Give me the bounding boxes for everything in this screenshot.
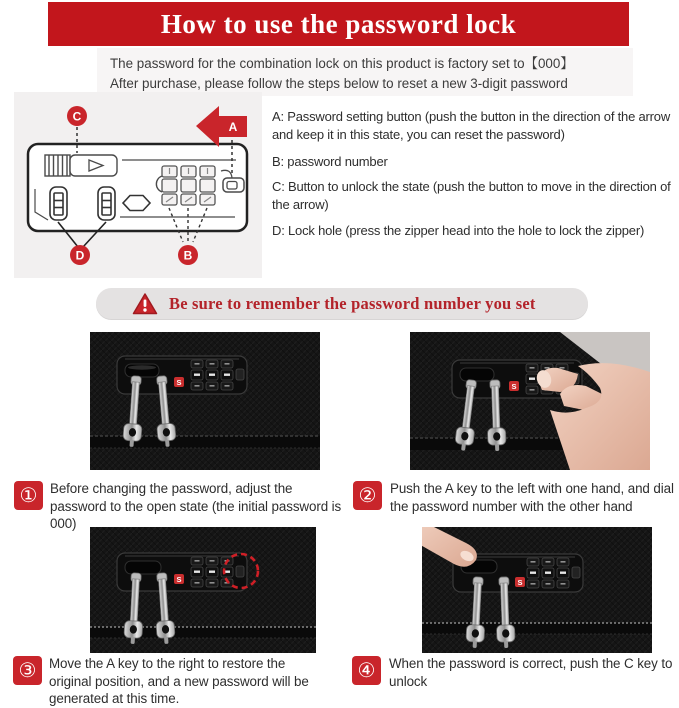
legend-item-a: A: Password setting button (push the button in the direction of the arrow and keep it in this state, you can reset the password): [272, 109, 671, 142]
photo-step-3: [90, 527, 316, 653]
photo-step-1: [90, 332, 320, 470]
step-4-badge: [352, 656, 381, 685]
warning-text: Be sure to remember the password number you set: [169, 293, 536, 313]
label-d: D: [75, 248, 85, 263]
step-1-badge: [14, 481, 43, 510]
photo-step-4: [422, 527, 652, 653]
step-3-text: Move the A key to the right to restore the original position, and a new password will be generated at this time.: [49, 656, 309, 706]
step-3-number: ③: [18, 659, 37, 682]
legend-item-d: D: Lock hole (press the zipper head into the hole to lock the zipper): [272, 223, 645, 238]
step-2-number: ②: [358, 484, 377, 507]
title-banner: [48, 2, 629, 46]
label-b: B: [183, 248, 193, 263]
legend-item-b: B: password number: [272, 154, 388, 169]
intro-line-1: The password for the combination lock on this product is factory set to【000】: [110, 56, 574, 71]
lock-logo: S: [511, 381, 517, 391]
arrow-left-icon: [196, 106, 247, 147]
warning-triangle-icon: [132, 292, 158, 316]
lock-logo: S: [176, 574, 182, 584]
step-1-text: Before changing the password, adjust the password to the open state (the initial password is 000): [50, 481, 342, 531]
warning-banner: [96, 288, 588, 319]
step-1-number: ①: [19, 484, 38, 507]
lock-logo: S: [176, 377, 182, 387]
lock-diagram: [14, 92, 262, 278]
hexagon-icon: [123, 196, 150, 211]
page-title: How to use the password lock: [160, 8, 517, 39]
step-2-text: Push the A key to the left with one hand, and dial the password number with the other hand: [390, 481, 674, 514]
step-2-badge: [353, 481, 382, 510]
intro-text: [97, 48, 633, 96]
label-a: A: [228, 120, 238, 134]
lock-diagram-panel: [14, 92, 262, 278]
intro-line-2: After purchase, please follow the steps below to reset a new 3-digit password: [110, 76, 568, 91]
label-c: C: [72, 109, 82, 124]
step-4-number: ④: [357, 659, 376, 682]
step-4-text: When the password is correct, push the C key to unlock: [389, 656, 673, 689]
legend-item-c: C: Button to unlock the state (push the button to move in the direction of the arrow): [272, 179, 671, 212]
photo-step-2: [410, 332, 650, 470]
lock-logo: S: [517, 577, 523, 587]
step-3-badge: [13, 656, 42, 685]
